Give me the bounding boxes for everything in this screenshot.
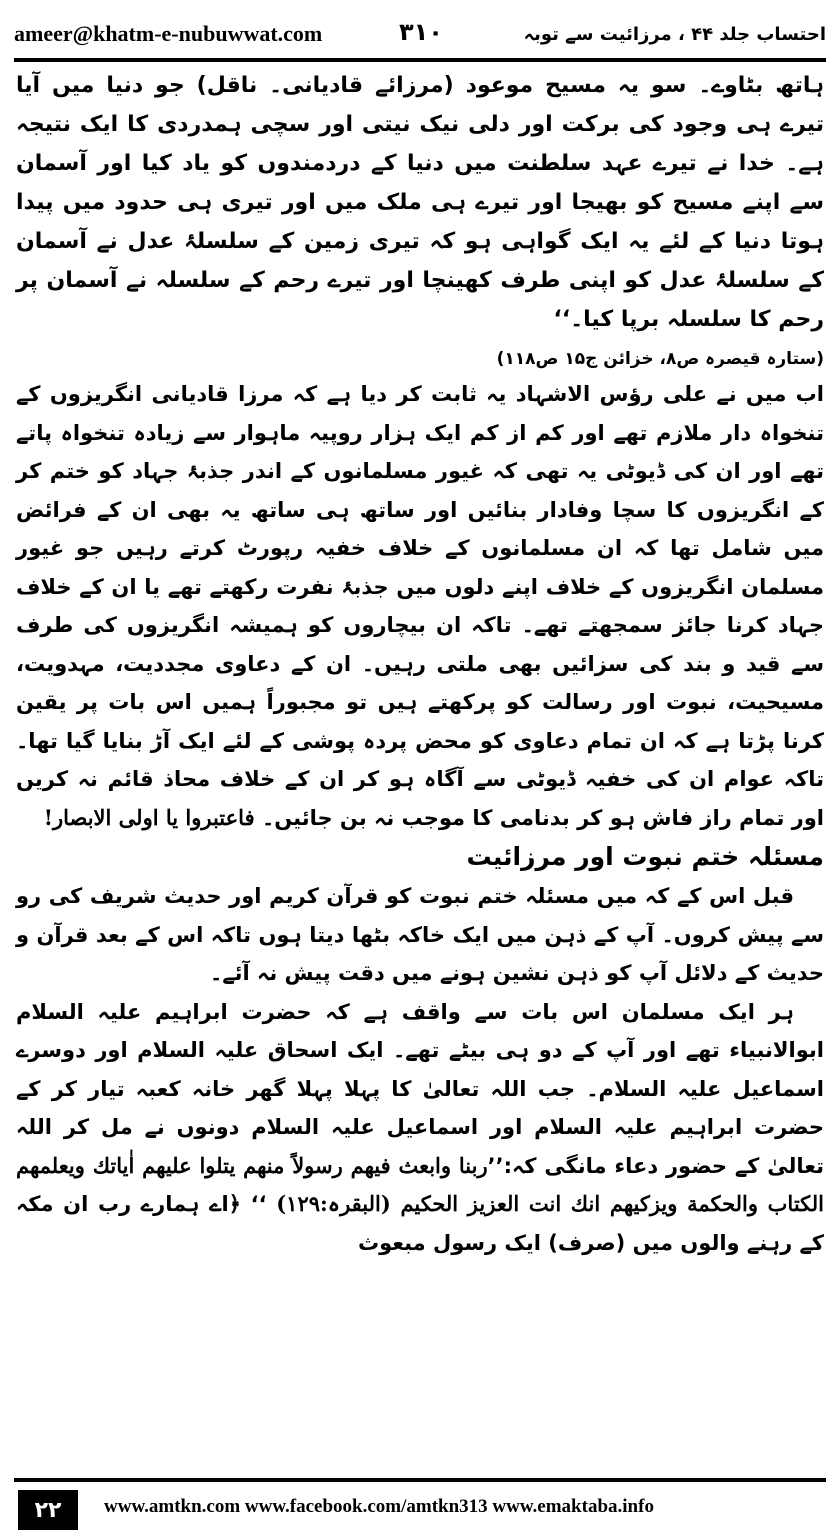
- footer-page-number: ۲۲: [18, 1490, 78, 1530]
- page-footer: [14, 1490, 826, 1534]
- footer-rule: [14, 1478, 826, 1482]
- paragraph-1-text: اب میں نے علی رؤس الاشہاد یہ ثابت کر دیا ہے کہ مرزا قادیانی انگریزوں کے تنخواہ دار ملازم تھے اور کم از کم ایک ہزار روپیہ ماہوار سے زیادہ تنخواہ پاتے تھے اور ان کی ڈیوٹی یہ تھی کہ غیور مسلمانوں کے اندر جذبۂ جہاد کو ختم کر کے انگریزوں کا سچا وفادار بنائیں اور ساتھ ہی ساتھ یہ بھی ان کے فرائض میں شامل تھا کہ ان مسلمانوں کے خلاف خفیہ رپورٹ کرتے رہیں جو غیور مسلمان انگریزوں کے خلاف اپنے دلوں میں جذبۂ نفرت رکھتے تھے یا ان کے خلاف جہاد کرنا جائز سمجھتے تھے۔ تاکہ ان بیچاروں کو ہمیشہ انگریزوں کی طرف سے قید و بند کی سزائیں بھی ملتی رہیں۔ ان کے دعاوی مجددیت، مہدویت، مسیحیت، نبوت اور رسالت کو پرکھتے ہیں تو مجبوراً ہمیں اس بات پر یقین کرنا پڑتا ہے کہ ان تمام دعاوی کو محض پردہ پوشی کے لئے ایک آڑ بنایا گیا تھا۔ تاکہ عوام ان کی خفیہ ڈیوٹی سے آگاہ ہو کر ان کے خلاف محاذ قائم نہ کریں اور تمام راز فاش ہو کر بدنامی کا موجب نہ بن جائیں۔: [16, 382, 824, 830]
- footer-links[interactable]: www.amtkn.com www.facebook.com/amtkn313 www.emaktaba.info: [104, 1496, 654, 1517]
- page-header: [14, 12, 826, 56]
- paragraph-3: [16, 993, 824, 1263]
- paragraph-3-end: ‘‘ ﴿اے ہمارے رب ان مکہ کے رہنے والوں میں (صرف) ایک رسول مبعوث: [16, 1192, 824, 1255]
- page-body: [16, 66, 824, 1456]
- paragraph-1: [16, 375, 824, 837]
- header-page-number: ۳۱۰: [399, 18, 443, 46]
- paragraph-2: قبل اس کے کہ میں مسئلہ ختم نبوت کو قرآن کریم اور حدیث شریف کی رو سے پیش کروں۔ آپ کے ذہن میں ایک خاکہ بٹھا دیتا ہوں تاکہ اس کے بعد قرآن و حدیث کے دلائل آپ کو ذہن نشین ہونے میں دقت پیش نہ آئے۔: [16, 884, 824, 985]
- citation: (ستارہ قیصرہ ص۸، خزائن ج۱۵ ص۱۱۸): [496, 349, 824, 369]
- running-title: احتساب جلد ۴۴ ، مرزائیت سے توبہ: [523, 23, 826, 45]
- paragraph-1-arabic: فاعتبروا یا اولی الابصار!: [43, 804, 255, 830]
- quotation-block: ہاتھ بٹاوے۔ سو یہ مسیح موعود (مرزائے قادیانی۔ ناقل) جو دنیا میں آیا تیرے ہی وجود کی برکت اور دلی نیک نیتی اور سچی ہمدردی کا ایک نتیجہ ہے۔ خدا نے تیرے عہد سلطنت میں دنیا کے دردمندوں کو یاد کیا اور آسمان سے اپنے مسیح کو بھیجا اور تیرے ہی ملک میں اور تیری ہی حدود میں پیدا ہوتا دنیا کے لئے یہ ایک گواہی ہو کہ تیری زمین کے سلسلۂ عدل نے آسمان کے سلسلۂ عدل کو اپنی طرف کھینچا اور تیرے رحم کے سلسلہ نے آسمان پر رحم کا سلسلہ برپا کیا۔‘‘: [16, 73, 824, 332]
- paragraph-3-arabic: ربنا وابعث فیهم رسولاً منهم یتلوا علیهم اٰیاتك ویعلمهم الكتاب والحكمة ویزكیهم انك انت العزیز الحكیم (البقرہ:۱۲۹): [16, 1152, 824, 1216]
- header-rule: [14, 58, 826, 62]
- header-email[interactable]: ameer@khatm-e-nubuwwat.com: [14, 21, 323, 46]
- paragraph-3-text: ہر ایک مسلمان اس بات سے واقف ہے کہ حضرت ابراہیم علیہ السلام ابوالانبیاء تھے اور آپ کے دو ہی بیٹے تھے۔ ایک اسحاق علیہ السلام اور دوسرے اسماعیل علیہ السلام۔ جب اللہ تعالیٰ کا پہلا پہلا گھر خانہ کعبہ تیار کر کے حضرت ابراہیم علیہ السلام اور اسماعیل علیہ السلام دونوں نے مل کر اللہ تعالیٰ کے حضور دعاء مانگی کہ:’’: [16, 999, 824, 1178]
- section-heading: مسئلہ ختم نبوت اور مرزائیت: [466, 842, 824, 871]
